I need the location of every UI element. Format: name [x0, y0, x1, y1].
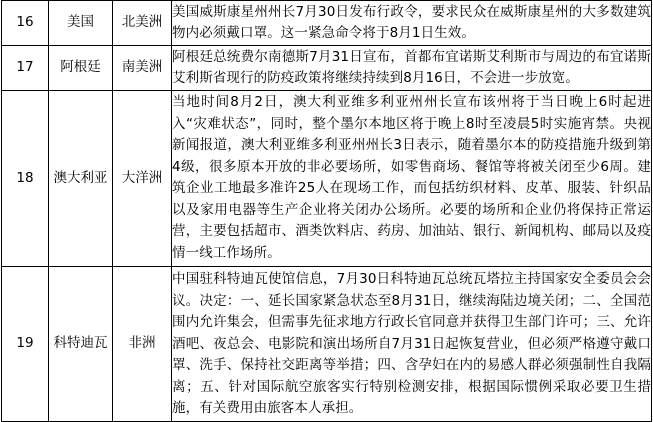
row-number: 17: [2, 46, 49, 91]
continent-cell: 北美洲: [113, 1, 172, 46]
policy-content-cell: 美国威斯康星州州长7月30日发布行政令，要求民众在威斯康星州的大多数建筑物内必须戴口罩。这一紧急命令将于8月1日生效。: [172, 1, 652, 46]
row-number: 16: [2, 1, 49, 46]
country-cell: 阿根廷: [49, 46, 113, 91]
policy-table: [1, 0, 652, 422]
row-number: 18: [2, 91, 49, 267]
policy-content-cell: 阿根廷总统费尔南德斯7月31日宣布，首都布宜诺斯艾利斯市与周边的布宜诺斯艾利斯省现行的防疫政策将继续持续到8月16日，不会进一步放宽。: [172, 46, 652, 91]
continent-cell: 大洋洲: [113, 91, 172, 267]
table-row: [2, 1, 652, 46]
policy-content-cell: 当地时间8月2日，澳大利亚维多利亚州州长宣布该州将于当日晚上6时起进入“灾难状态”，同时，整个墨尔本地区将于晚上8时至凌晨5时实施宵禁。央视新闻报道，澳大利亚维多利亚州州长3日表示，随着墨尔本的防疫措施升级到第4级，很多原本开放的非必要场所，如零售商场、餐馆等将被关闭至少6周。建筑企业工地最多准许25人在现场工作，而包括纺织材料、皮革、服装、针织品以及家用电器等生产企业将关闭办公场所。必要的场所和企业仍将保持正常运营，主要包括超市、酒类饮料店、药房、加油站、银行、新闻机构、邮局以及疫情一线工作场所。: [172, 91, 652, 267]
continent-cell: 非洲: [113, 267, 172, 422]
table-row: [2, 91, 652, 267]
country-cell: 科特迪瓦: [49, 267, 113, 422]
continent-cell: 南美洲: [113, 46, 172, 91]
country-cell: 美国: [49, 1, 113, 46]
row-number: 19: [2, 267, 49, 422]
country-cell: 澳大利亚: [49, 91, 113, 267]
table-row: [2, 267, 652, 422]
policy-content-cell: 中国驻科特迪瓦使馆信息，7月30日科特迪瓦总统瓦塔拉主持国家安全委员会会议。决定：一、延长国家紧急状态至8月31日，继续海陆边境关闭；二、全国范围内允许集会，但需事先征求地方行政长官同意并获得卫生部门许可；三、允许酒吧、夜总会、电影院和演出场所自7月31日起恢复营业，但必须严格遵守戴口罩、洗手、保持社交距离等举措；四、含孕妇在内的易感人群必须强制性自我隔离；五、针对国际航空旅客实行特别检测安排，根据国际惯例采取必要卫生措施，有关费用由旅客本人承担。: [172, 267, 652, 422]
table-row: [2, 46, 652, 91]
